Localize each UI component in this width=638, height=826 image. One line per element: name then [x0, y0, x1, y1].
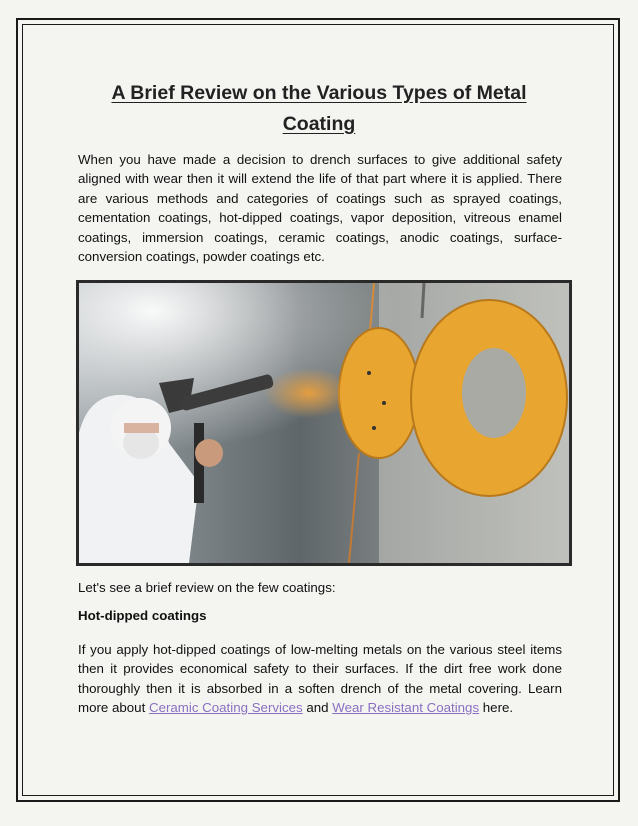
link-ceramic-coating-services[interactable]: Ceramic Coating Services [148, 700, 303, 716]
powder-coating-photo [79, 283, 569, 563]
section-body-text: If you apply hot-dipped coatings of low-melting metals on the various steel items then it provides economical safety to their surfaces. If the dirt free work done thoroughly then it is absorbed in a soften drench of the metal covering. Learn more about [78, 642, 562, 716]
section-body [78, 640, 562, 718]
section-heading: Hot-dipped coatings [78, 608, 207, 623]
intro-paragraph: When you have made a decision to drench surfaces to give additional safety aligned with wear then it will extend the life of that part where it is applied. There are various methods and categories of coatings such as sprayed coatings, cementation coatings, hot-dipped coatings, vapor deposition, vitreous enamel coatings, immersion coatings, ceramic coatings, anodic coatings, surface-conversion coatings, powder coatings etc. [78, 152, 562, 265]
page-title: A Brief Review on the Various Types of Metal Coating [111, 82, 527, 135]
link-wear-resistant-coatings[interactable]: Wear Resistant Coatings [332, 700, 480, 716]
tail-text: here. [479, 700, 514, 716]
lead-text: Let's see a brief review on the few coatings: [78, 580, 336, 595]
joiner-text: and [302, 700, 333, 716]
